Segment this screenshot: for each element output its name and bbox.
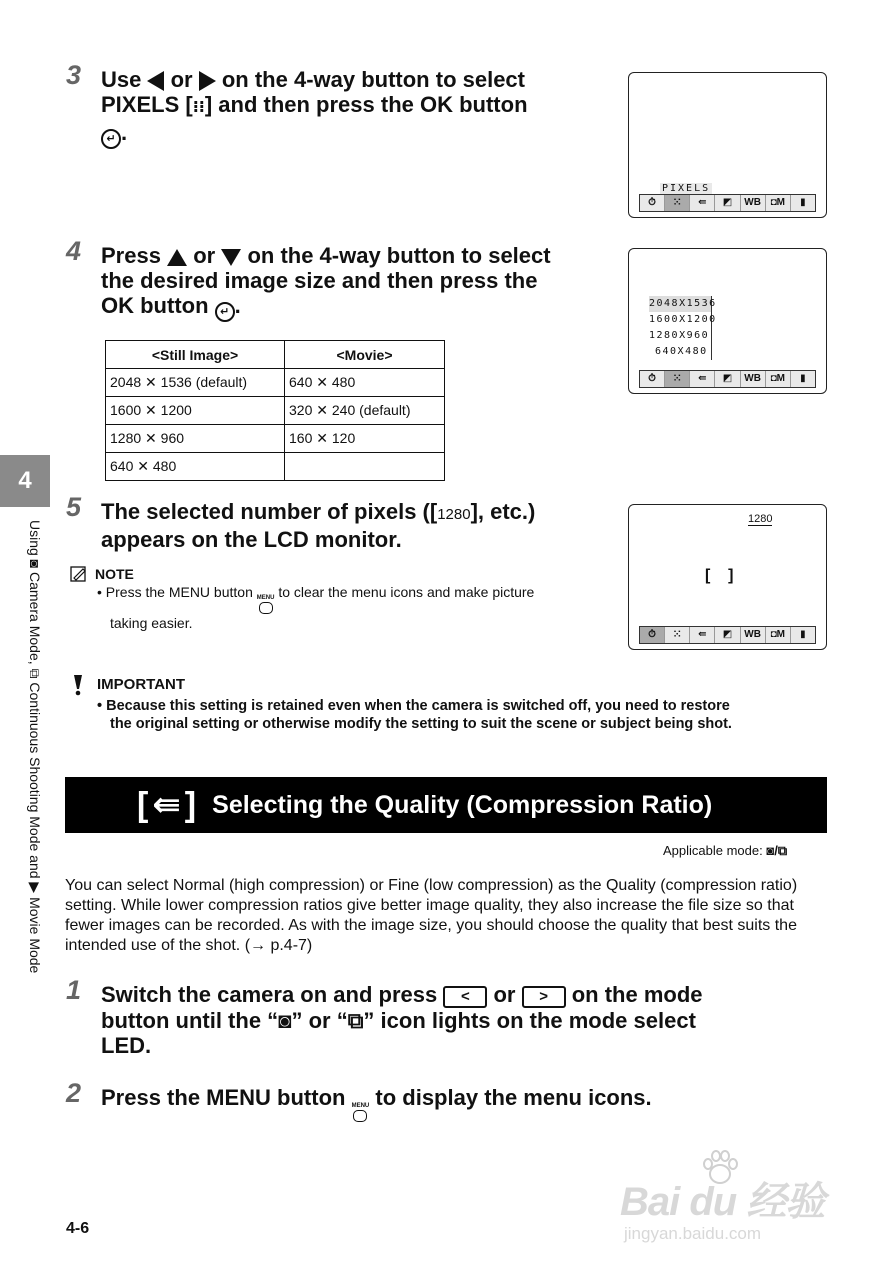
watermark-brand: Bai du 经验 — [620, 1180, 825, 1224]
lcd-size-list — [649, 296, 717, 360]
lcd-screen-size-list — [628, 248, 827, 394]
table-row — [106, 425, 445, 453]
exposure-icon: ◩ — [715, 371, 740, 387]
list-item: 640X480 — [655, 346, 708, 357]
table-row — [106, 369, 445, 397]
af-frame: [ ] — [705, 567, 734, 584]
menu-button-icon: MENU — [352, 1103, 370, 1122]
size-1280-icon: 1280 — [437, 506, 471, 523]
step-text: OK button — [101, 293, 209, 318]
up-arrow-icon — [167, 249, 187, 266]
lcd-icon-bar — [639, 370, 816, 388]
note-text: • Press the MENU button MENU to clear the menu icons and make picture taking easier. — [97, 584, 535, 631]
step-text: on the 4-way button to select — [247, 243, 551, 268]
chapter-sidebar-text: Using ◙ Camera Mode, ⧉ Continuous Shooting Mode and ▶ Movie Mode — [27, 520, 43, 974]
list-item: 1600X1200 — [649, 314, 717, 325]
table-cell: 320 ✕ 240 (default) — [285, 397, 445, 425]
quality-icon: ⇚ — [690, 627, 715, 643]
note-title: NOTE — [95, 566, 134, 582]
step-text: on the 4-way button to select — [221, 67, 525, 92]
lcd-menu-label: PIXELS — [662, 183, 711, 194]
quality-icon: [⇚] — [137, 786, 201, 824]
list-item: 1280X960 — [649, 330, 710, 341]
table-header-row — [106, 341, 445, 369]
step-text: ], etc.) — [470, 499, 536, 524]
lcd-icon-bar — [639, 626, 816, 644]
pixels-icon: ⁙ — [665, 627, 690, 643]
table-row — [106, 397, 445, 425]
step-text: The selected number of pixels ([ — [101, 499, 438, 524]
camera-mode-icon: ◘M — [766, 627, 791, 643]
ok-button-icon: ↵ — [101, 129, 121, 149]
step-text: PIXELS [ — [101, 92, 193, 117]
column-header: <Movie> — [285, 341, 445, 369]
step-number: 4 — [66, 236, 82, 266]
important-text: • Because this setting is retained even when the camera is switched off, you need to restore the original setting or otherwise modify the setting to suit the scene or subject being shot. — [97, 698, 732, 732]
step-5-text — [101, 499, 621, 552]
pixels-icon: ⁙ — [665, 371, 690, 387]
section-header — [65, 777, 827, 833]
table-cell: 640 ✕ 480 — [285, 369, 445, 397]
table-cell: 1280 ✕ 960 — [106, 425, 285, 453]
step-1-text: Switch the camera on and press < or > on the mode button until the “◙” or “⧉” icon lights on the mode select LED. — [101, 982, 703, 1058]
important-exclamation-icon — [72, 674, 84, 696]
table-cell: 640 ✕ 480 — [106, 453, 285, 481]
watermark — [620, 1150, 840, 1260]
applicable-mode: Applicable mode: ◙/⧉ — [663, 843, 788, 858]
step-3-text: Use or on the 4-way button to select PIXELS [⁝⁝] and then press the OK button ↵ . — [101, 67, 621, 149]
exposure-icon: ◩ — [715, 195, 740, 211]
step-number: 1 — [66, 975, 82, 1005]
step-text: the desired image size and then press the — [101, 268, 538, 293]
right-arrow-icon — [199, 71, 216, 91]
self-timer-icon: ⏱ — [640, 195, 665, 211]
battery-icon: ▮ — [800, 373, 806, 384]
mode-right-key-icon: > — [522, 986, 566, 1008]
table-cell: 2048 ✕ 1536 (default) — [106, 369, 285, 397]
watermark-url: jingyan.baidu.com — [624, 1224, 762, 1243]
step-2-text: Press the MENU button MENU to display the menu icons. — [101, 1085, 826, 1122]
step-text: Use — [101, 67, 142, 92]
important-title: IMPORTANT — [97, 676, 186, 693]
white-balance-icon: WB — [741, 371, 766, 387]
pixels-icon: ⁝⁝ — [192, 99, 205, 116]
lcd-icon-bar — [639, 194, 816, 212]
quality-icon: ⇚ — [690, 195, 715, 211]
mode-left-key-icon: < — [443, 986, 487, 1008]
step-number: 2 — [66, 1078, 82, 1108]
step-number: 5 — [66, 492, 82, 522]
menu-button-icon: MENU — [257, 595, 275, 614]
step-text: or — [193, 243, 216, 268]
left-arrow-icon — [147, 71, 164, 91]
camera-mode-icon: ◙/⧉ — [766, 843, 788, 858]
table-row — [106, 453, 445, 481]
self-timer-icon: ⏱ — [640, 371, 665, 387]
section-paragraph: You can select Normal (high compression) or Fine (low compression) as the Quality (compression ratio) setting. While lower compression ratios give better image quality, they also increase the file size so that fewer images can be recorded. As with the image size, you should choose the quality that best suits the intended use of the shot. (→ p.4-7) — [65, 877, 798, 954]
camera-icon: ◙ — [278, 1008, 292, 1033]
lcd-screen-capture — [628, 504, 827, 650]
pixels-icon: ⁙ — [665, 195, 690, 211]
quality-icon: ⇚ — [690, 371, 715, 387]
white-balance-icon: WB — [741, 627, 766, 643]
white-balance-icon: WB — [741, 195, 766, 211]
step-text: or — [170, 67, 193, 92]
lcd-screen-pixels-menu — [628, 72, 827, 218]
table-cell — [285, 453, 445, 481]
battery-icon: ▮ — [800, 197, 806, 208]
step-text: appears on the LCD monitor. — [101, 527, 402, 552]
down-arrow-icon — [221, 249, 241, 266]
chapter-tab: 4 — [0, 455, 50, 507]
section-title: Selecting the Quality (Compression Ratio) — [212, 790, 713, 819]
step-text: Press — [101, 243, 161, 268]
camera-mode-icon: ◘M — [766, 371, 791, 387]
step-text: ] and then press the OK button — [204, 92, 528, 117]
continuous-shooting-icon: ⧉ — [347, 1008, 364, 1033]
self-timer-icon: ⏱ — [640, 627, 665, 643]
step-4-text: Press or on the 4-way button to select the desired image size and then press the OK button ↵ . — [101, 243, 621, 322]
exposure-icon: ◩ — [715, 627, 740, 643]
list-item: 2048X1536 — [649, 296, 711, 312]
column-header: <Still Image> — [106, 341, 285, 369]
table-cell: 160 ✕ 120 — [285, 425, 445, 453]
ok-button-icon: ↵ — [215, 302, 235, 322]
pixel-size-table — [105, 340, 445, 481]
note-pencil-icon — [70, 566, 88, 582]
size-1280-icon: 1280 — [748, 513, 773, 525]
table-cell: 1600 ✕ 1200 — [106, 397, 285, 425]
page-number: 4-6 — [66, 1220, 90, 1237]
battery-icon: ▮ — [800, 629, 806, 640]
step-number: 3 — [66, 60, 82, 90]
camera-mode-icon: ◘M — [766, 195, 791, 211]
